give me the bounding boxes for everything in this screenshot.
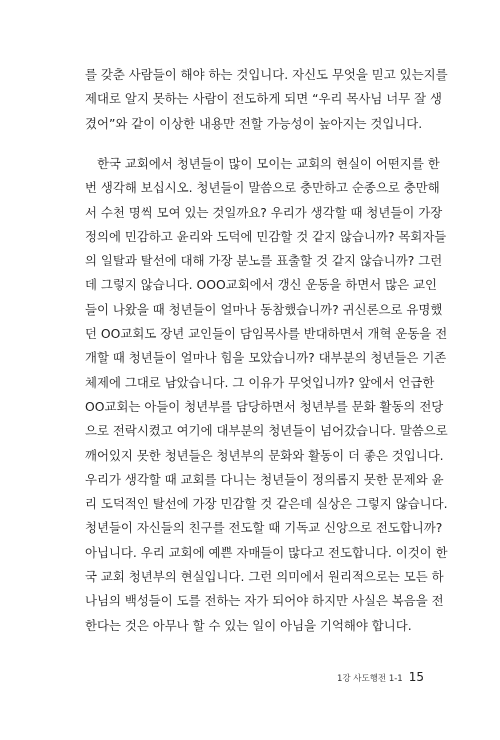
paragraph-2-line-13: 깨어있지 못한 청년들은 청년부의 문화와 활동이 더 좋은 것입니다. [85,447,444,463]
paragraph-2-line-14: 우리가 생각할 때 교회를 다니는 청년들이 정의롭지 못한 문제와 윤 [85,471,444,487]
paragraph-2-line-4: 정의에 민감하고 윤리와 도덕에 민감할 것 같지 않습니까? 목회자들 [85,228,447,244]
paragraph-2-line-3: 서 수천 명씩 모여 있는 것일까요? 우리가 생각할 때 청년들이 가장 [85,204,443,220]
paragraph-2 [85,152,448,638]
page-footer [337,670,424,684]
paragraph-2-line-20: 한다는 것은 아무나 할 수 있는 일이 아님을 기억해야 합니다. [85,617,412,633]
paragraph-2-line-6: 데 그렇지 않습니다. OOO교회에서 갱신 운동을 하면서 많은 교인 [85,277,437,293]
paragraph-2-line-1: 한국 교회에서 청년들이 많이 모이는 교회의 현실이 어떤지를 한 [97,156,440,171]
running-head: 1강 사도행전 1-1 [336,674,403,684]
paragraph-2-line-18: 국 교회 청년부의 현실입니다. 그런 의미에서 원리적으로는 모든 하 [85,569,444,585]
paragraph-2-line-2: 번 생각해 보십시오. 청년들이 말씀으로 충만하고 순종으로 충만해 [85,180,440,196]
paragraph-2-line-5: 의 일탈과 탈선에 대해 가장 분노를 표출할 것 같지 않습니까? 그런 [85,253,443,269]
paragraph-1-line-2: 제대로 알지 못하는 사람이 전도하게 되면 “우리 목사님 너무 잘 생 [85,91,443,107]
paragraph-2-line-17: 아닙니다. 우리 교회에 예쁜 자매들이 많다고 전도합니다. 이것이 한 [85,544,448,560]
paragraph-2-line-9: 개할 때 청년들이 얼마나 힘을 모았습니까? 대부분의 청년들은 기존 [85,350,447,366]
paragraph-2-line-10: 체제에 그대로 남았습니다. 그 이유가 무엇입니까? 앞에서 언급한 [85,374,435,390]
paragraph-2-line-19: 나님의 백성들이 도를 전하는 자가 되어야 하지만 사실은 복음을 전 [85,593,444,609]
paragraph-2-line-15: 리 도덕적인 탈선에 가장 민감할 것 같은데 실상은 그렇지 않습니다. [85,496,448,512]
paragraph-2-line-11: OO교회는 아들이 청년부를 담당하면서 청년부를 문화 활동의 전당 [85,398,444,414]
paragraph-2-line-16: 청년들이 자신들의 친구를 전도할 때 기독교 신앙으로 전도합니까? [85,520,443,536]
paragraph-2-line-8: 던 OO교회도 장년 교인들이 담임목사를 반대하면서 개혁 운동을 전 [85,326,448,342]
paragraph-1-line-3: 겼어”와 같이 이상한 내용만 전할 가능성이 높아지는 것입니다. [85,115,423,131]
page-number: 15 [408,670,424,684]
paragraph-1-line-1: 를 갖춘 사람들이 해야 하는 것입니다. 자신도 무엇을 믿고 있는지를 [85,67,448,82]
paragraph-2-line-7: 들이 나왔을 때 청년들이 얼마나 동참했습니까? 귀신론으로 유명했 [85,301,443,317]
paragraph-2-line-12: 으로 전락시켰고 여기에 대부분의 청년들이 넘어갔습니다. 말씀으로 [85,423,448,439]
paragraph-1 [85,63,448,136]
